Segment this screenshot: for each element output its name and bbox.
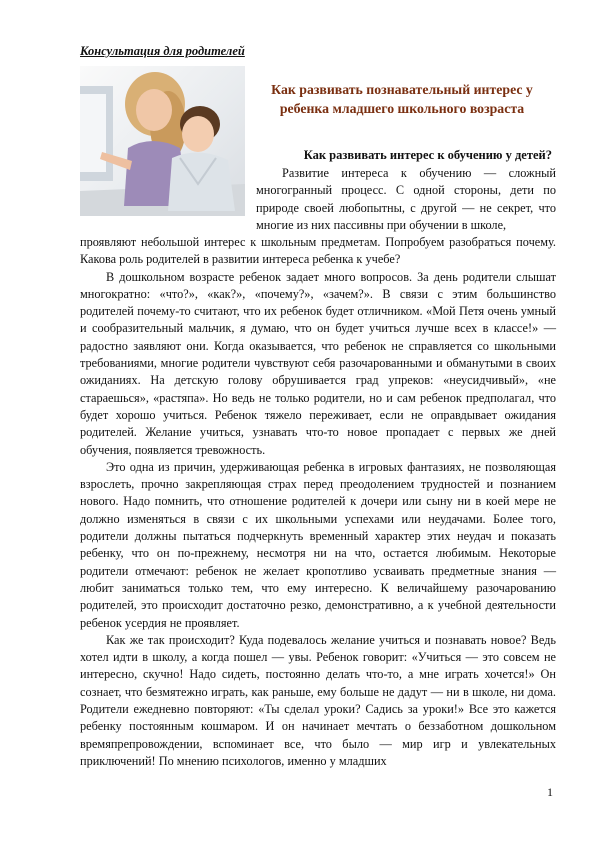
article-title: Как развивать познавательный интерес у ребенка младшего школьного возраста (271, 82, 533, 116)
article-photo (80, 66, 245, 216)
paragraph-3: Это одна из причин, удерживающая ребенка в игровых фантазиях, не позволяющая взрослеть, прочно закрепляющая страх перед преодолением трудностей и познанием нового. Надо помнить, что отношение родителей к дочери или сыну ни в коей мере не должно изменяться в связи с их школьными успехами или неудачами. Более того, родители должны пытаться подчеркнуть временный характер этих неудач и показать ребенку, что он по-прежнему, несмотря ни на что, остается любимым. Некоторые родители отмечают: ребенок не желает кропотливо усваивать предметные знания — любит заниматься только тем, что ему интересно. К величайшему разочарованию родителей, это происходит достаточно резко, демонстративно, а к учебной деятельности ребенок усердия не проявляет. (80, 459, 556, 630)
consultation-label: Консультация для родителей (80, 44, 245, 58)
paragraph-4: Как же так происходит? Куда подевалось желание учиться и познавать новое? Ведь хотел идти в школу, а когда пошел — увы. Ребенок говорит: «Учиться — это совсем не интересно, скучно! Надо сидеть, постоянно делать что-то, а мне играть хочется!» Он сознает, что безмятежно играть, как раньше, ему больше не дадут — ни в школе, ни дома. Родители ежедневно повторяют: «Ты сделал уроки? Садись за уроки!» Все это кажется ребенку постоянным кошмаром. И он начинает мечтать о беззаботном дошкольном времяпрепровождении, вспоминает все, что было — мир игр и увлекательных приключений! По мнению психологов, именно у младших (80, 632, 556, 768)
section-subheading: Как развивать интерес к обучению у детей? (303, 148, 552, 162)
paragraph-1-wrapped: Развитие интереса к обучению — сложный многогранный процесс. С одной стороны, дети по природе своей любопытны, с другой — не секрет, что многие из них пассивны при обучении в школе, (256, 166, 556, 232)
paragraph-1-continued: проявляют небольшой интерес к школьным предметам. Попробуем разобраться почему. Какова роль родителей в развитии интереса ребенка к учебе? (80, 235, 556, 267)
page-number: 1 (547, 785, 553, 799)
paragraph-2: В дошкольном возрасте ребенок задает много вопросов. За день родители слышат многократно: «что?», «как?», «почему?», «зачем?». В связи с этим большинство родителей почему-то считают, что их ребенок будет отличником. «Мой Петя очень умный и сообразительный мальчик, я думаю, что он будет учиться лучше всех в классе!» — радостно заявляют они. Когда оказывается, что ребенок не справляется со школьными требованиями, многие родители чувствуют себя разочарованными и обманутыми в своих ожиданиях. На детскую голову обрушивается град упреков: «неусидчивый», «не стараешься», «растяпа». Но ведь не только родители, но и сам ребенок предполагал, что будет хорошо учиться. Ребенок тяжело переживает, если не оправдывает ожидания родителей. Желание учиться, узнавать что-то новое пропадает с первых же дней обучения, появляется тревожность. (80, 269, 556, 457)
mother-and-child-photo (80, 66, 245, 216)
body-flow (80, 234, 556, 770)
